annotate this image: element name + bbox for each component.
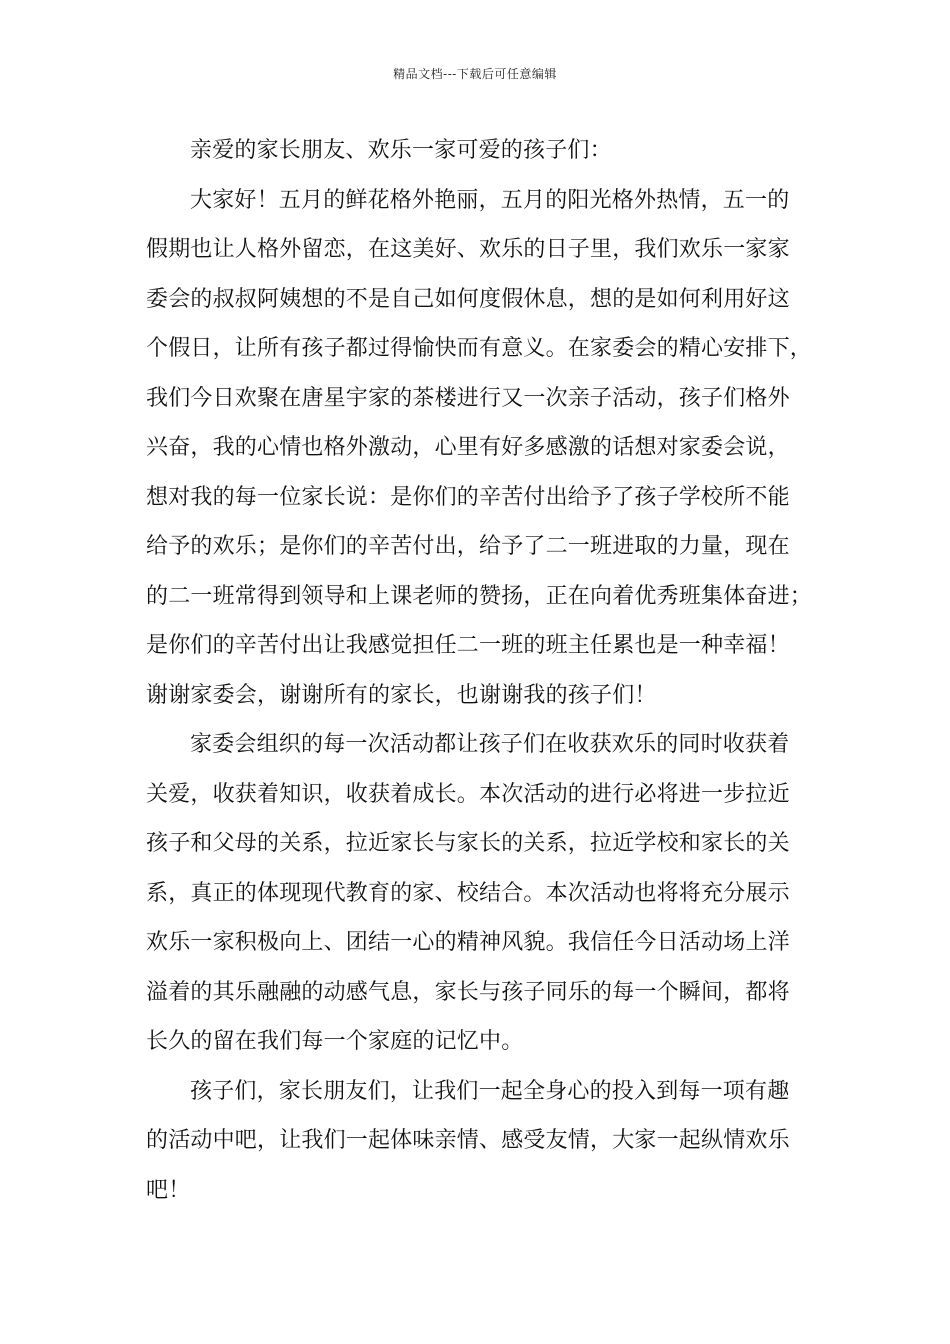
paragraph-3-line-2: 的活动中吧，让我们一起体味亲情、感受友情，大家一起纵情欢乐 <box>146 1128 790 1153</box>
paragraph-1-line-7: 想对我的每一位家长说：是你们的辛苦付出给予了孩子学校所不能 <box>146 484 790 510</box>
paragraph-1-line-2: 假期也让人格外留恋，在这美好、欢乐的日子里，我们欢乐一家家 <box>146 237 790 262</box>
paragraph-2-line-4: 系，真正的体现现代教育的家、校结合。本次活动也将将充分展示 <box>146 880 790 906</box>
salutation: 亲爱的家长朋友、欢乐一家可爱的孩子们： <box>190 138 612 163</box>
paragraph-2-line-2: 关爱，收获着知识，收获着成长。本次活动的进行必将进一步拉近 <box>146 781 790 807</box>
paragraph-2-line-6: 溢着的其乐融融的动感气息，家长与孩子同乐的每一个瞬间，都将 <box>146 979 790 1005</box>
paragraph-2-line-3: 孩子和父母的关系，拉近家长与家长的关系，拉近学校和家长的关 <box>146 831 790 856</box>
paragraph-1-line-6: 兴奋，我的心情也格外激动，心里有好多感激的话想对家委会说， <box>146 435 790 460</box>
paragraph-1-line-8: 给予的欢乐；是你们的辛苦付出，给予了二一班进取的力量，现在 <box>146 534 790 559</box>
page-header: 精品文档---下载后可任意编辑 <box>393 67 557 81</box>
paragraph-2-line-7: 长久的留在我们每一个家庭的记忆中。 <box>146 1029 524 1054</box>
paragraph-1-line-4: 个假日，让所有孩子都过得愉快而有意义。在家委会的精心安排下， <box>146 336 813 361</box>
paragraph-1-line-3: 委会的叔叔阿姨想的不是自己如何度假休息，想的是如何利用好这 <box>146 286 790 312</box>
paragraph-3-line-1: 孩子们，家长朋友们，让我们一起全身心的投入到每一项有趣 <box>190 1078 790 1104</box>
document-body <box>146 126 822 1215</box>
paragraph-1-line-11: 谢谢家委会，谢谢所有的家长，也谢谢我的孩子们！ <box>146 682 657 708</box>
paragraph-1-line-10: 是你们的辛苦付出让我感觉担任二一班的班主任累也是一种幸福！ <box>146 633 790 658</box>
paragraph-2-line-5: 欢乐一家积极向上、团结一心的精神风貌。我信任今日活动场上洋 <box>146 930 790 955</box>
paragraph-1-line-9: 的二一班常得到领导和上课老师的赞扬，正在向着优秀班集体奋进； <box>146 583 813 609</box>
paragraph-1-line-1: 大家好！五月的鲜花格外艳丽，五月的阳光格外热情，五一的 <box>190 187 790 213</box>
paragraph-3-line-3: 吧！ <box>146 1177 191 1203</box>
paragraph-1-line-5: 我们今日欢聚在唐星宇家的茶楼进行又一次亲子活动，孩子们格外 <box>146 385 790 411</box>
paragraph-2-line-1: 家委会组织的每一次活动都让孩子们在收获欢乐的同时收获着 <box>190 732 790 757</box>
